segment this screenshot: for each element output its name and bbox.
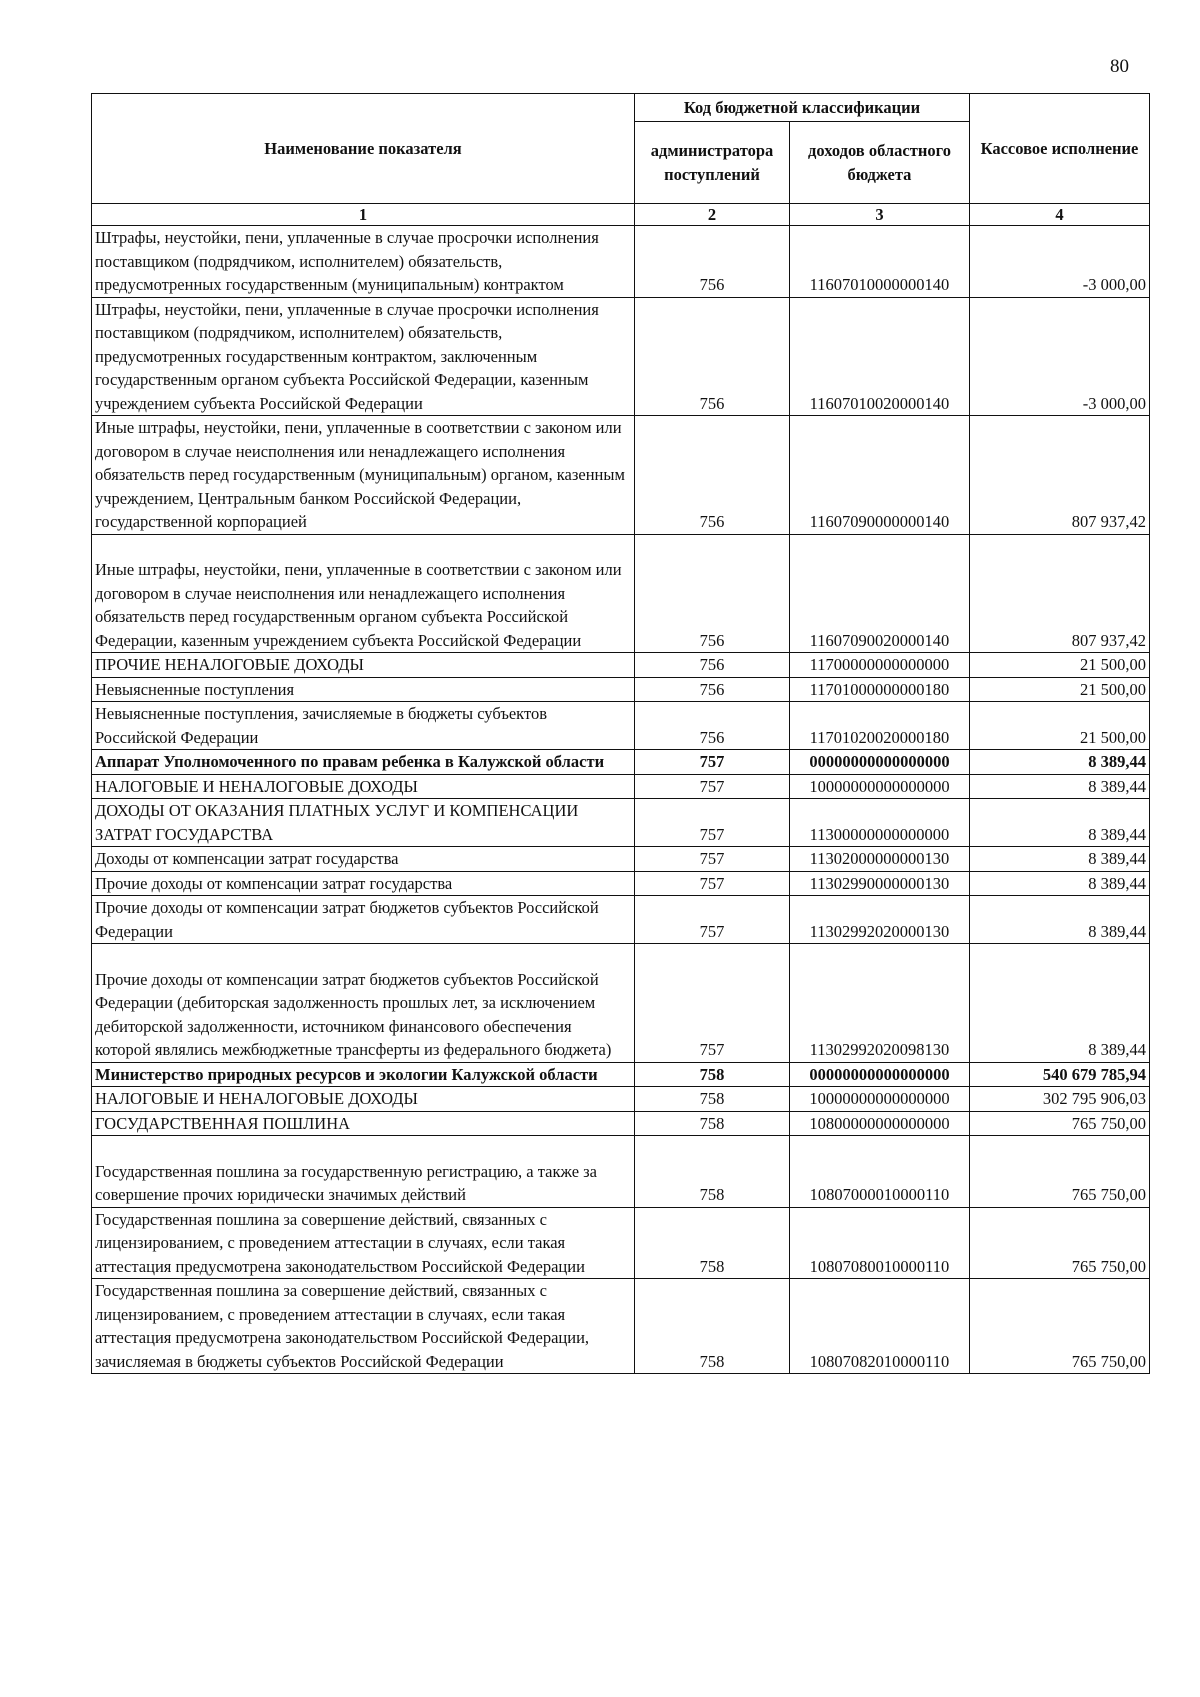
col-number-1: 1 xyxy=(92,204,635,226)
row-amount: -3 000,00 xyxy=(970,226,1150,298)
row-admin-code: 758 xyxy=(635,1207,790,1279)
row-name-text: Прочие доходы от компенсации затрат государства xyxy=(95,873,453,893)
table-row xyxy=(92,1136,1150,1208)
table-row xyxy=(92,653,1150,678)
row-name xyxy=(92,944,635,1063)
row-name-text: ГОСУДАРСТВЕННАЯ ПОШЛИНА xyxy=(95,1113,351,1133)
row-admin-code: 757 xyxy=(635,944,790,1063)
table-row xyxy=(92,416,1150,535)
row-admin-code: 758 xyxy=(635,1279,790,1374)
row-amount: 8 389,44 xyxy=(970,896,1150,944)
row-name xyxy=(92,297,635,416)
row-name xyxy=(92,1111,635,1136)
row-income-code: 10807082010000110 xyxy=(790,1279,970,1374)
table-row xyxy=(92,534,1150,653)
table-row xyxy=(92,1087,1150,1112)
row-amount: 8 389,44 xyxy=(970,774,1150,799)
row-admin-code: 757 xyxy=(635,871,790,896)
row-name-text: Невыясненные поступления, зачисляемые в бюджеты субъектов Российской Федерации xyxy=(95,704,548,747)
row-amount: 807 937,42 xyxy=(970,534,1150,653)
table-row xyxy=(92,1062,1150,1087)
row-income-code: 00000000000000000 xyxy=(790,750,970,775)
row-admin-code: 758 xyxy=(635,1087,790,1112)
row-name xyxy=(92,1207,635,1279)
col-number-4: 4 xyxy=(970,204,1150,226)
row-admin-code: 756 xyxy=(635,416,790,535)
row-name-text: Штрафы, неустойки, пени, уплаченные в случае просрочки исполнения поставщиком (подрядчиком, исполнителем) обязательств, предусмотренных государственным (муниципальным) контрактом xyxy=(95,228,599,294)
row-name xyxy=(92,1062,635,1087)
page-number: 80 xyxy=(1110,56,1129,77)
row-amount: 8 389,44 xyxy=(970,799,1150,847)
row-income-code: 10807080010000110 xyxy=(790,1207,970,1279)
row-income-code: 11300000000000000 xyxy=(790,799,970,847)
row-name xyxy=(92,1087,635,1112)
row-amount: 765 750,00 xyxy=(970,1136,1150,1208)
row-admin-code: 756 xyxy=(635,702,790,750)
row-admin-code: 756 xyxy=(635,534,790,653)
row-name xyxy=(92,1279,635,1374)
row-name-text: ПРОЧИЕ НЕНАЛОГОВЫЕ ДОХОДЫ xyxy=(95,655,364,674)
row-name xyxy=(92,799,635,847)
row-admin-code: 757 xyxy=(635,847,790,872)
row-amount: 8 389,44 xyxy=(970,750,1150,775)
table-row xyxy=(92,799,1150,847)
revenue-table xyxy=(91,93,1150,1374)
row-name-text: Невыясненные поступления xyxy=(95,679,295,699)
row-admin-code: 758 xyxy=(635,1111,790,1136)
row-name-text: Доходы от компенсации затрат государства xyxy=(95,849,399,868)
row-name xyxy=(92,1136,635,1208)
row-income-code: 11302000000000130 xyxy=(790,847,970,872)
row-admin-code: 757 xyxy=(635,750,790,775)
row-name-text: ДОХОДЫ ОТ ОКАЗАНИЯ ПЛАТНЫХ УСЛУГ И КОМПЕНСАЦИИ ЗАТРАТ ГОСУДАРСТВА xyxy=(95,801,579,844)
table-row xyxy=(92,297,1150,416)
row-name-text: Прочие доходы от компенсации затрат бюджетов субъектов Российской Федерации xyxy=(95,898,599,941)
row-name-text: Иные штрафы, неустойки, пени, уплаченные в соответствии с законом или договором в случае неисполнения или ненадлежащего исполнения обязательств перед государственным (муниципальным) органом, казенным учреждением, Центральным банком Российской Федерации, государственной корпорацией xyxy=(95,418,625,531)
row-amount: 8 389,44 xyxy=(970,944,1150,1063)
row-income-code: 11701000000000180 xyxy=(790,677,970,702)
row-name xyxy=(92,702,635,750)
row-amount: 21 500,00 xyxy=(970,677,1150,702)
row-income-code: 11607090020000140 xyxy=(790,534,970,653)
table-row xyxy=(92,677,1150,702)
row-name-text: Государственная пошлина за государственную регистрацию, а также за совершение прочих юридически значимых действий xyxy=(95,1161,597,1204)
row-name-text: Государственная пошлина за совершение действий, связанных с лицензированием, с проведением аттестации в случаях, если такая аттестация предусмотрена законодательством Российской Федерации, зачисляемая в бюджеты субъектов Российской Федерации xyxy=(95,1281,590,1371)
row-spacer xyxy=(95,944,631,968)
row-admin-code: 757 xyxy=(635,799,790,847)
row-name-text: НАЛОГОВЫЕ И НЕНАЛОГОВЫЕ ДОХОДЫ xyxy=(95,776,418,796)
row-income-code: 11700000000000000 xyxy=(790,653,970,678)
row-name-text: НАЛОГОВЫЕ И НЕНАЛОГОВЫЕ ДОХОДЫ xyxy=(95,1089,418,1108)
row-amount: 540 679 785,94 xyxy=(970,1062,1150,1087)
row-admin-code: 757 xyxy=(635,896,790,944)
row-income-code: 11302992020098130 xyxy=(790,944,970,1063)
row-admin-code: 758 xyxy=(635,1136,790,1208)
table-body xyxy=(92,226,1150,1374)
row-amount: 21 500,00 xyxy=(970,653,1150,678)
row-name-text: Государственная пошлина за совершение действий, связанных с лицензированием, с проведением аттестации в случаях, если такая аттестация предусмотрена законодательством Российской Федерации xyxy=(95,1209,585,1276)
row-spacer xyxy=(95,535,631,559)
row-amount: 8 389,44 xyxy=(970,847,1150,872)
row-income-code: 11607090000000140 xyxy=(790,416,970,535)
header-execution: Кассовое исполнение xyxy=(970,94,1150,204)
row-admin-code: 756 xyxy=(635,677,790,702)
col-number-3: 3 xyxy=(790,204,970,226)
row-name xyxy=(92,774,635,799)
row-name xyxy=(92,871,635,896)
row-spacer xyxy=(95,1136,631,1160)
table-row xyxy=(92,1207,1150,1279)
table-row xyxy=(92,1111,1150,1136)
header-income: доходов областного бюджета xyxy=(790,122,970,204)
table-row xyxy=(92,750,1150,775)
row-name-text: Аппарат Уполномоченного по правам ребенка в Калужской области xyxy=(95,752,605,771)
row-name-text: Иные штрафы, неустойки, пени, уплаченные в соответствии с законом или договором в случае неисполнения или ненадлежащего исполнения обязательств перед государственным органом субъекта Российской Федерации, казенным учреждением субъекта Российской Федерации xyxy=(95,560,622,650)
row-amount: -3 000,00 xyxy=(970,297,1150,416)
row-amount: 765 750,00 xyxy=(970,1279,1150,1374)
table-row xyxy=(92,871,1150,896)
row-income-code: 11607010020000140 xyxy=(790,297,970,416)
row-income-code: 10000000000000000 xyxy=(790,1087,970,1112)
table-row xyxy=(92,702,1150,750)
row-admin-code: 756 xyxy=(635,653,790,678)
row-name-text: Прочие доходы от компенсации затрат бюджетов субъектов Российской Федерации (дебиторская задолженность прошлых лет, за исключением дебиторской задолженности, источником финансового обеспечения которой являлись межбюджетные трансферты из федерального бюджета) xyxy=(95,969,612,1059)
row-amount: 21 500,00 xyxy=(970,702,1150,750)
row-name-text: Министерство природных ресурсов и экологии Калужской области xyxy=(95,1064,598,1084)
table-row xyxy=(92,1279,1150,1374)
row-name-text: Штрафы, неустойки, пени, уплаченные в случае просрочки исполнения поставщиком (подрядчиком, исполнителем) обязательств, предусмотренных государственным контрактом, заключенным государственным органом субъекта Российской Федерации, казенным учреждением субъекта Российской Федерации xyxy=(95,299,599,413)
row-amount: 765 750,00 xyxy=(970,1111,1150,1136)
table-row xyxy=(92,896,1150,944)
table-row xyxy=(92,944,1150,1063)
row-name xyxy=(92,896,635,944)
header-code-group: Код бюджетной классификации xyxy=(635,94,970,122)
row-name xyxy=(92,653,635,678)
row-name xyxy=(92,226,635,298)
row-income-code: 11607010000000140 xyxy=(790,226,970,298)
row-income-code: 10000000000000000 xyxy=(790,774,970,799)
row-name xyxy=(92,750,635,775)
row-admin-code: 756 xyxy=(635,226,790,298)
row-name xyxy=(92,847,635,872)
row-amount: 765 750,00 xyxy=(970,1207,1150,1279)
row-amount: 302 795 906,03 xyxy=(970,1087,1150,1112)
row-income-code: 11302990000000130 xyxy=(790,871,970,896)
row-admin-code: 756 xyxy=(635,297,790,416)
row-admin-code: 757 xyxy=(635,774,790,799)
row-income-code: 11302992020000130 xyxy=(790,896,970,944)
row-name xyxy=(92,416,635,535)
row-income-code: 10807000010000110 xyxy=(790,1136,970,1208)
row-income-code: 10800000000000000 xyxy=(790,1111,970,1136)
row-name xyxy=(92,677,635,702)
row-name xyxy=(92,534,635,653)
col-number-2: 2 xyxy=(635,204,790,226)
row-amount: 8 389,44 xyxy=(970,871,1150,896)
header-admin: администратора поступлений xyxy=(635,122,790,204)
header-name: Наименование показателя xyxy=(92,94,635,204)
table-row xyxy=(92,847,1150,872)
row-income-code: 11701020020000180 xyxy=(790,702,970,750)
table-row xyxy=(92,774,1150,799)
row-income-code: 00000000000000000 xyxy=(790,1062,970,1087)
row-admin-code: 758 xyxy=(635,1062,790,1087)
row-amount: 807 937,42 xyxy=(970,416,1150,535)
table-row xyxy=(92,226,1150,298)
